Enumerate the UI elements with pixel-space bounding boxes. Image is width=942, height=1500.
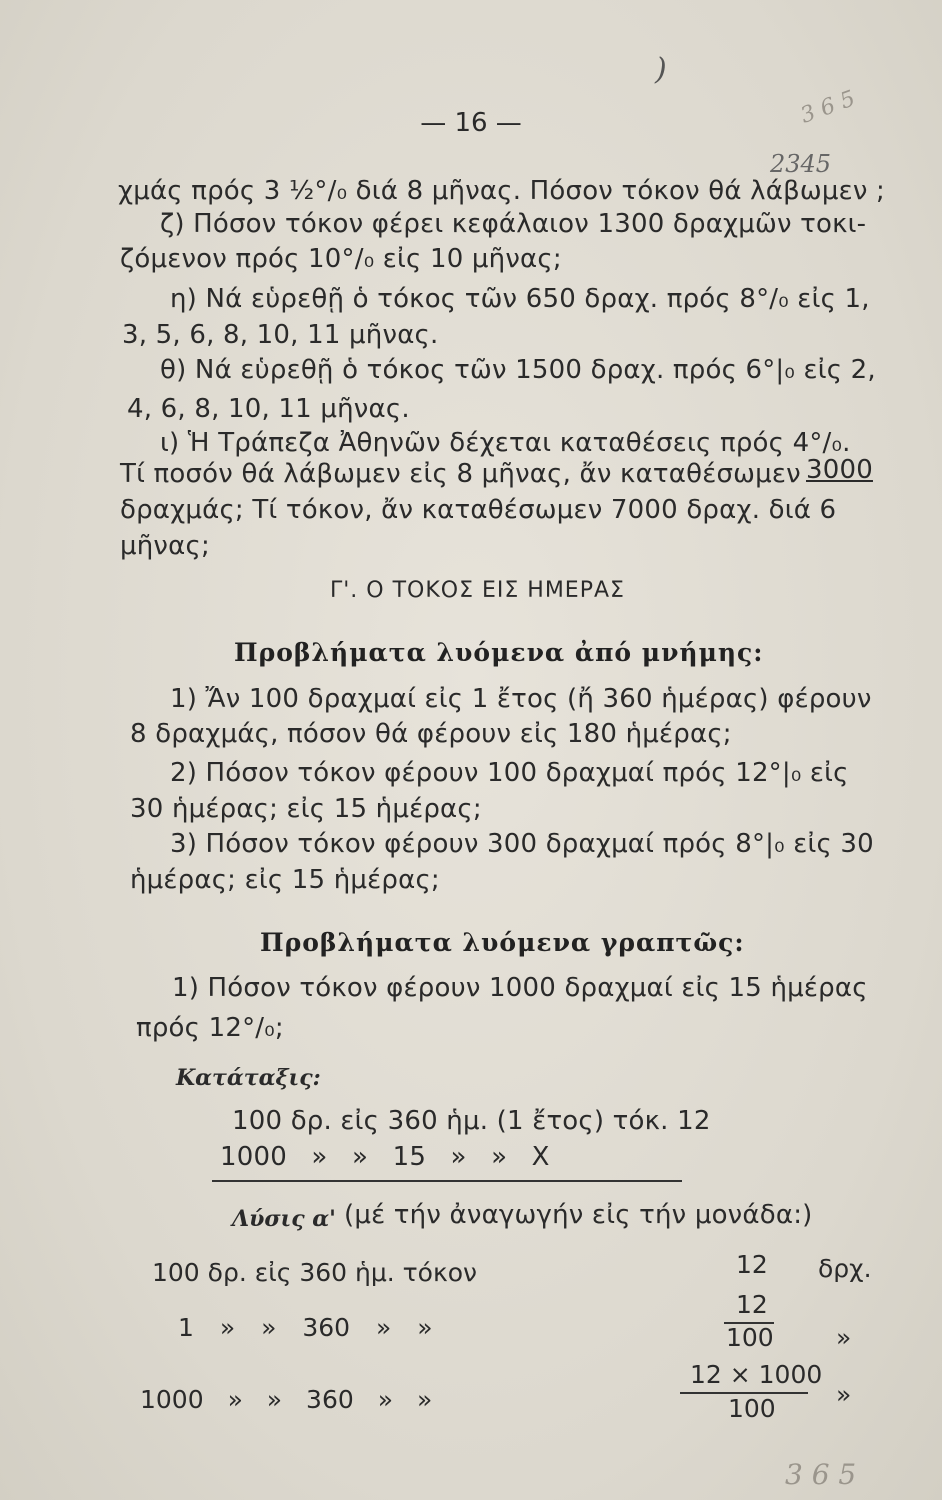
solution-unit: δρχ. [818,1254,872,1283]
text-line: η) Νά εὑρεθῇ ὁ τόκος τῶν 650 δραχ. πρός 8°/₀ εἰς 1, [170,284,870,314]
pencil-mark: 3 6 5 [797,86,859,129]
solution-value: 12 [736,1250,768,1279]
setup-row: 100 δρ. εἰς 360 ἡμ. (1 ἔτος) τόκ. 12 [232,1106,711,1136]
text-line: 3, 5, 6, 8, 10, 11 μῆνας. [122,320,439,350]
problem-line: 3) Πόσον τόκον φέρουν 300 δραχμαί πρός 8°|₀ εἰς 30 [170,829,874,859]
subheading-memory: Προβλήματα λυόμενα ἀπό μνήμης: [234,638,764,667]
problem-line: 30 ἡμέρας; εἰς 15 ἡμέρας; [130,794,482,824]
text-line: ζόμενον πρός 10°/₀ εἰς 10 μῆνας; [120,244,562,274]
problem-line: 8 δραχμάς, πόσον θά φέρουν εἰς 180 ἡμέρας; [130,719,732,749]
subheading-written: Προβλήματα λυόμενα γραπτῶς: [260,928,745,957]
underlined-amount: 3000 [806,455,873,485]
solution-row-left: 100 δρ. εἰς 360 ἡμ. τόκον [152,1258,477,1287]
text-line: χμάς πρός 3 ½°/₀ διά 8 μῆνας. Πόσον τόκον θά λάβωμεν ; [118,176,886,206]
setup-label: Κατάταξις: [176,1065,321,1091]
fraction-denominator: 100 [726,1323,774,1352]
fraction-numerator: 12 [736,1290,768,1319]
solution-row-left: 1000 » » 360 » » [140,1385,433,1414]
solution-label: Λύσις α' [232,1206,336,1232]
fraction-numerator: 12 × 1000 [690,1360,823,1389]
problem-line: 1) Πόσον τόκον φέρουν 1000 δραχμαί εἰς 15 ἡμέρας [172,973,868,1003]
solution-unit: » [836,1323,852,1352]
fraction-denominator: 100 [728,1394,776,1423]
text-line: ι) Ἡ Τράπεζα Ἀθηνῶν δέχεται καταθέσεις πρός 4°/₀. [160,428,851,458]
section-heading: Γ'. Ο ΤΟΚΟΣ ΕΙΣ ΗΜΕΡΑΣ [330,578,625,603]
text-line: μῆνας; [120,531,210,561]
pencil-mark: 2345 [770,150,832,178]
divider-rule [212,1180,682,1182]
solution-row-left: 1 » » 360 » » [178,1313,433,1342]
text-line: θ) Νά εὑρεθῇ ὁ τόκος τῶν 1500 δραχ. πρός 6°|₀ εἰς 2, [160,355,876,385]
solution-unit: » [836,1380,852,1409]
text-line: 4, 6, 8, 10, 11 μῆνας. [127,394,410,424]
problem-line: πρός 12°/₀; [136,1013,284,1043]
solution-note: (μέ τήν ἀναγωγήν εἰς τήν μονάδα:) [344,1200,813,1230]
problem-line: 1) Ἄν 100 δραχμαί εἰς 1 ἔτος (ἤ 360 ἡμέρας) φέρουν [170,684,872,714]
text-line: Τί ποσόν θά λάβωμεν εἰς 8 μῆνας, ἄν καταθέσωμεν [120,459,801,489]
problem-line: 2) Πόσον τόκον φέρουν 100 δραχμαί πρός 12°|₀ εἰς [170,758,849,788]
page-number: — 16 — [420,108,522,138]
text-line: δραχμάς; Τί τόκον, ἄν καταθέσωμεν 7000 δραχ. διά 6 [120,495,837,525]
setup-row: 1000 » » 15 » » X [220,1142,550,1172]
pencil-mark: ) [655,52,667,87]
text-line: ζ) Πόσον τόκον φέρει κεφάλαιον 1300 δραχμῶν τοκι- [160,209,867,239]
problem-line: ἡμέρας; εἰς 15 ἡμέρας; [130,865,440,895]
pencil-mark: 3 6 5 [785,1458,857,1491]
